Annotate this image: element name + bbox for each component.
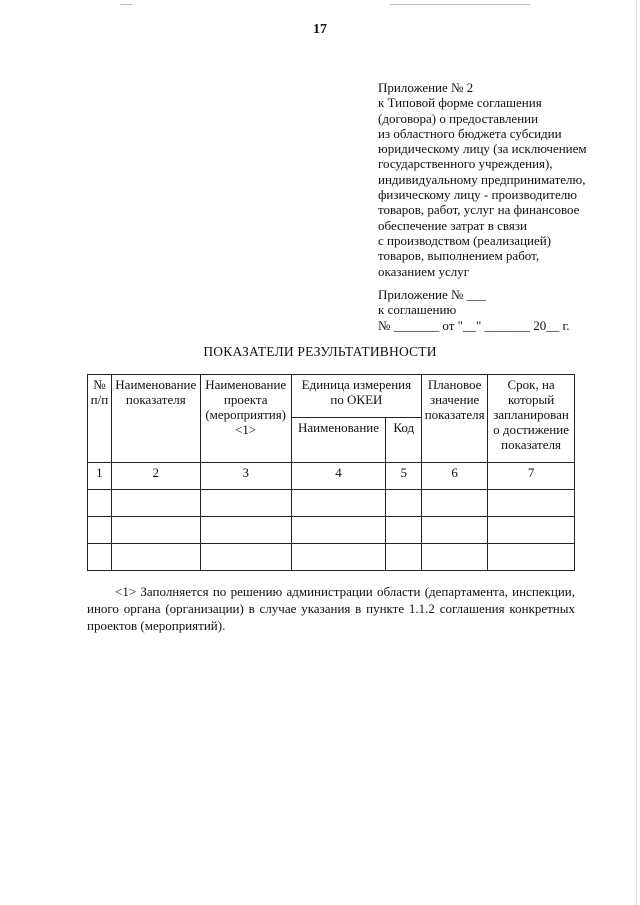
table-cell <box>200 517 291 544</box>
table-cell <box>386 544 422 571</box>
footnote: <1> Заполняется по решению администрации области (департамента, инспекции, иного органа (организации) в случае указания в пункте 1.1.2 соглашения конкретных проектов (мероприятий). <box>87 584 575 633</box>
table-row <box>88 490 575 517</box>
header-planned: Плановое значение показателя <box>422 375 488 463</box>
table-cell <box>488 544 575 571</box>
appendix-line: (договора) о предоставлении <box>378 110 539 126</box>
appendix-line: с производством (реализацией) <box>378 232 552 248</box>
table-cell <box>291 490 386 517</box>
table-cell <box>88 517 112 544</box>
appendix-line: оказанием услуг <box>378 263 470 279</box>
table-cell <box>200 490 291 517</box>
table-cell <box>111 544 200 571</box>
scan-artifact <box>390 4 530 5</box>
appendix-line: из областного бюджета субсидии <box>378 125 562 141</box>
table-cell <box>291 544 386 571</box>
table-cell <box>488 517 575 544</box>
table-cell <box>200 544 291 571</box>
agreement-line: Приложение № ___ <box>378 287 487 302</box>
table-cell <box>488 490 575 517</box>
scan-edge <box>636 0 637 905</box>
table-cell <box>291 517 386 544</box>
header-unit-code: Код <box>386 418 422 463</box>
page-number: 17 <box>313 22 327 37</box>
table-cell <box>111 490 200 517</box>
table-row <box>88 517 575 544</box>
header-indicator: Наименование показателя <box>111 375 200 463</box>
header-unit-name: Наименование <box>291 418 386 463</box>
agreement-reference <box>378 287 608 333</box>
agreement-line: к соглашению <box>378 302 457 318</box>
appendix-line: товаров, выполнением работ, <box>378 248 540 264</box>
appendix-line: обеспечение затрат в связи <box>378 217 527 233</box>
table-cell <box>422 517 488 544</box>
column-number: 5 <box>386 463 422 490</box>
table-cell <box>88 490 112 517</box>
table-cell <box>88 544 112 571</box>
appendix-line: к Типовой форме соглашения <box>378 95 542 111</box>
appendix-line: государственного учреждения), <box>378 156 553 172</box>
document-title: ПОКАЗАТЕЛИ РЕЗУЛЬТАТИВНОСТИ <box>203 344 437 359</box>
column-number: 2 <box>111 463 200 490</box>
header-project: Наименование проекта (мероприятия) <1> <box>200 375 291 463</box>
table-cell <box>422 490 488 517</box>
appendix-line: Приложение № 2 <box>378 80 474 95</box>
appendix-line: физическому лицу - производителю <box>378 187 577 203</box>
header-deadline: Срок, на который запланирован о достижение показателя <box>488 375 575 463</box>
appendix-line: юридическому лицу (за исключением <box>378 141 587 157</box>
column-number: 6 <box>422 463 488 490</box>
table-cell <box>386 517 422 544</box>
column-number: 4 <box>291 463 386 490</box>
table-cell <box>111 517 200 544</box>
table-header-row <box>88 375 575 418</box>
header-unit-group: Единица измерения по ОКЕИ <box>291 375 422 418</box>
appendix-line: индивидуальному предпринимателю, <box>378 171 586 187</box>
column-number: 1 <box>88 463 112 490</box>
column-number: 3 <box>200 463 291 490</box>
appendix-line: товаров, работ, услуг на финансовое <box>378 202 580 218</box>
column-number-row <box>88 463 575 490</box>
column-number: 7 <box>488 463 575 490</box>
table-row <box>88 544 575 571</box>
header-num: № п/п <box>88 375 112 463</box>
indicators-table <box>87 374 575 571</box>
appendix-header <box>378 80 608 279</box>
table-cell <box>386 490 422 517</box>
agreement-line: № _______ от "__" _______ 20__ г. <box>378 317 570 333</box>
scan-artifact <box>120 4 132 5</box>
table-cell <box>422 544 488 571</box>
